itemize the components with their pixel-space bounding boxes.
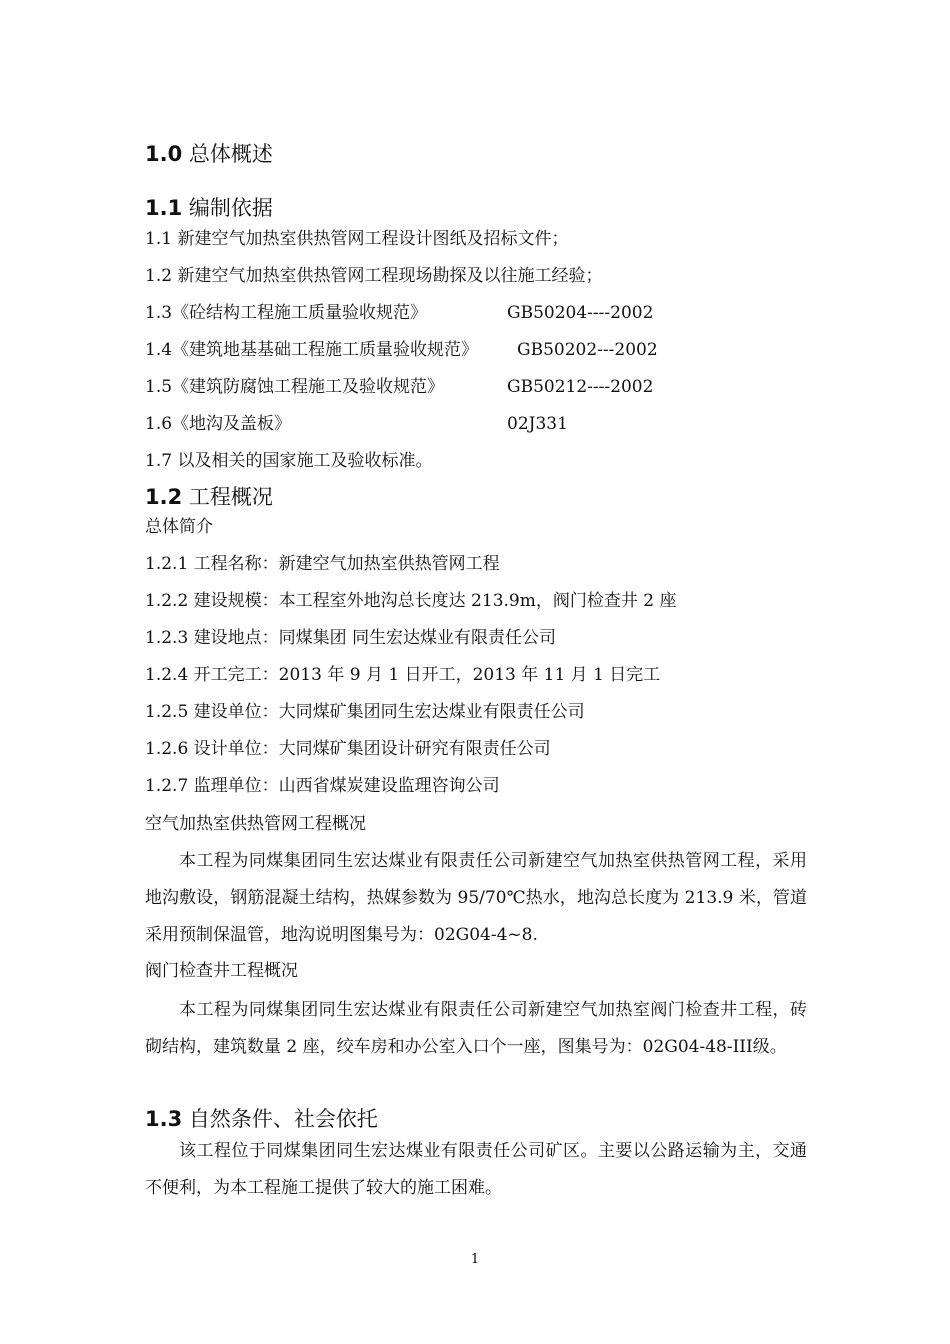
section-heading-1-3 xyxy=(145,1106,378,1132)
natural-conditions-paragraph: 该工程位于同煤集团同生宏达煤业有限责任公司矿区。主要以公路运输为主，交通不便利，为本工程施工提供了较大的施工困难。 xyxy=(145,1141,807,1198)
standard-code: GB50202---2002 xyxy=(517,340,658,360)
standard-code: 02J331 xyxy=(507,414,568,434)
basis-item: 1.5《建筑防腐蚀工程施工及验收规范》 xyxy=(145,377,445,397)
overview-item: 1.2.4 开工完工：2013 年 9 月 1 日开工，2013 年 11 月 1 日完工 xyxy=(145,665,661,685)
overview-item: 1.2.1 工程名称：新建空气加热室供热管网工程 xyxy=(145,554,500,574)
pipe-network-paragraph: 本工程为同煤集团同生宏达煤业有限责任公司新建空气加热室供热管网工程，采用地沟敷设，钢筋混凝土结构，热媒参数为 95/70℃热水，地沟总长度为 213.9 米，管道采用预制保温管，地沟说明图集号为：02G04-4~8. xyxy=(145,851,807,945)
section-title: 工程概况 xyxy=(188,485,273,509)
basis-item: 1.4《建筑地基基础工程施工质量验收规范》 xyxy=(145,340,479,360)
overview-item: 1.2.6 设计单位：大同煤矿集团设计研究有限责任公司 xyxy=(145,739,551,759)
overview-item: 1.2.3 建设地点：同煤集团 同生宏达煤业有限责任公司 xyxy=(145,628,557,648)
overview-item: 1.2.7 监理单位：山西省煤炭建设监理咨询公司 xyxy=(145,776,500,796)
basis-item: 1.3《砼结构工程施工质量验收规范》 xyxy=(145,303,428,323)
basis-item: 1.2 新建空气加热室供热管网工程现场勘探及以往施工经验； xyxy=(145,266,603,286)
section-title: 编制依据 xyxy=(188,196,273,220)
basis-item: 1.6《地沟及盖板》 xyxy=(145,414,292,434)
subheading-valve-well: 阀门检查井工程概况 xyxy=(145,961,298,981)
subheading-overview: 总体简介 xyxy=(145,517,213,537)
section-heading-1-1 xyxy=(145,195,273,221)
section-number: 1.3 xyxy=(145,1107,183,1131)
standard-code: GB50212----2002 xyxy=(507,377,654,397)
section-heading-1-2 xyxy=(145,484,273,510)
section-number: 1.2 xyxy=(145,485,183,509)
basis-item: 1.7 以及相关的国家施工及验收标准。 xyxy=(145,451,433,471)
section-title: 自然条件、社会依托 xyxy=(188,1107,378,1131)
section-number: 1.1 xyxy=(145,196,183,220)
page-number: 1 xyxy=(470,1252,480,1267)
basis-item: 1.1 新建空气加热室供热管网工程设计图纸及招标文件； xyxy=(145,229,569,249)
overview-item: 1.2.2 建设规模：本工程室外地沟总长度达 213.9m，阀门检查井 2 座 xyxy=(145,591,677,611)
standard-code: GB50204----2002 xyxy=(507,303,654,323)
subheading-pipe-network: 空气加热室供热管网工程概况 xyxy=(145,814,366,834)
overview-item: 1.2.5 建设单位：大同煤矿集团同生宏达煤业有限责任公司 xyxy=(145,702,585,722)
section-heading-1-0 xyxy=(145,141,273,167)
valve-well-paragraph: 本工程为同煤集团同生宏达煤业有限责任公司新建空气加热室阀门检查井工程，砖砌结构，建筑数量 2 座，绞车房和办公室入口个一座，图集号为：02G04-48-III级。 xyxy=(145,1000,807,1057)
section-title: 总体概述 xyxy=(188,142,273,166)
section-number: 1.0 xyxy=(145,142,183,166)
